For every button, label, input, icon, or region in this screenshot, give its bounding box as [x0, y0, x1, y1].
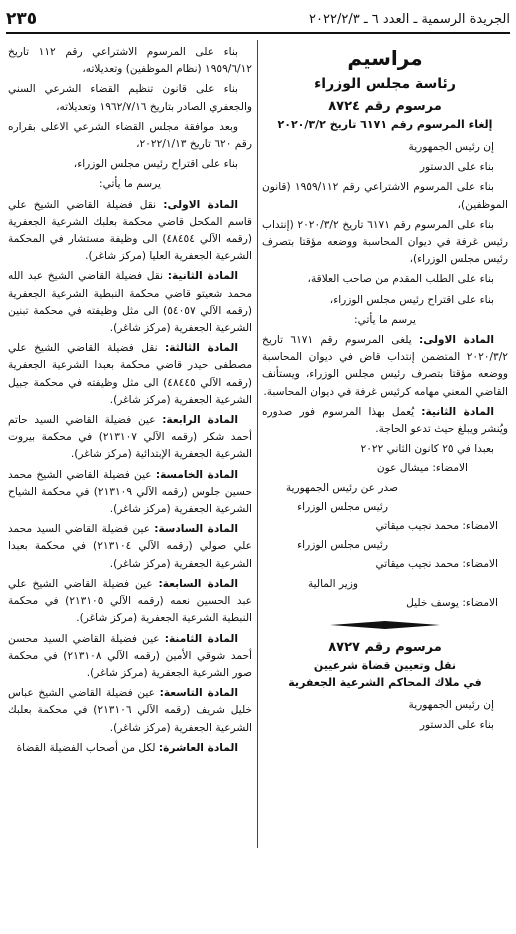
- decree-number: مرسوم رقم ٨٧٢٤: [328, 99, 442, 114]
- left-column: [8, 44, 252, 760]
- finance-role: وزير المالية: [307, 577, 358, 590]
- article-text: نقل فضيلة القاضي الشيخ علي مصطفى حيدر قاضي محكمة بعبدا الشرعية الجعفرية (رقمه الآلي ٤٨٤٤٥) الى مثل وظيفته في محكمة جبيل الشرعية الجعفرية (مركز شاغر).: [8, 342, 252, 406]
- article: [8, 521, 252, 573]
- section-title: مراسيم: [347, 46, 423, 70]
- preamble-line: بناء على المرسوم الاشتراعي رقم ١١٢ تاريخ ١٩٥٩/٦/١٢ (نظام الموظفين) وتعديلاته،: [8, 46, 252, 76]
- pm-signature: الامضاء: محمد نجيب ميقاتي: [375, 520, 498, 533]
- pm-role: رئيس مجلس الوزراء: [297, 500, 388, 513]
- pm-signature: الامضاء: محمد نجيب ميقاتي: [375, 558, 498, 571]
- article: [8, 467, 252, 519]
- decree-subject: إلغاء المرسوم رقم ٦١٧١ تاريخ ٢٠٢٠/٣/٢: [277, 118, 493, 131]
- article-title: المادة التاسعة:: [159, 687, 238, 700]
- preamble-line: بناء على الدستور: [419, 161, 494, 174]
- issue-info: الجريدة الرسمية ـ العدد ٦ ـ ٢٠٢٢/٢/٣: [309, 11, 510, 27]
- article: [8, 197, 252, 266]
- article-text: لكل من أصحاب الفضيلة القضاة: [16, 741, 156, 754]
- article-title: المادة الثامنة:: [164, 632, 238, 645]
- right-column: [262, 44, 508, 737]
- article: [262, 404, 508, 438]
- decree-formula: يرسم ما يأتي:: [354, 313, 416, 326]
- preamble-line: بناء على الدستور: [419, 719, 494, 732]
- article: [8, 631, 252, 683]
- article-title: المادة الاولى:: [418, 334, 495, 347]
- article-text: عين فضيلة القاضي السيد حاتم أحمد شكر (رقمه الآلي ٢١٣١٠٧) في محكمة بيروت الشرعية الجعفرية الإبتدائية (مركز شاغر).: [8, 414, 252, 461]
- article-text: عين فضيلة القاضي الشيخ محمد حسين جلوس (رقمه الآلي ٢١٣١٠٩) في محكمة الشياح الشرعية الجعفرية (مركز شاغر).: [8, 468, 252, 516]
- page-number: ٢٣٥: [6, 9, 38, 29]
- article-title: المادة الثانية:: [421, 405, 494, 418]
- article-text: عين فضيلة القاضي السيد محمد علي صولي (رقمه الآلي ٢١٣١٠٤) في محكمة بعبدا الشرعية الجعفرية (مركز شاغر).: [8, 523, 252, 570]
- pm-role: رئيس مجلس الوزراء: [297, 539, 388, 552]
- article-title: المادة الاولى:: [163, 198, 239, 211]
- article-text: عين فضيلة القاضي السيد محسن أحمد شوقي الأمين (رقمه الآلي ٢١٣١٠٨) في محكمة صور الشرعية الجعفرية (مركز شاغر).: [8, 632, 252, 679]
- article: [8, 685, 252, 737]
- article-text: عين فضيلة القاضي الشيخ علي عبد الحسين نعمه (رقمه الآلي ٢١٣١٠٥) في محكمة النبطية الشرعية الجعفرية (مركز شاغر).: [8, 577, 252, 625]
- decree-formula: يرسم ما يأتي:: [99, 178, 161, 191]
- preamble-line: بناء على المرسوم رقم ٦١٧١ تاريخ ٢٠٢٠/٣/٢ (إنتداب رئيس غرفة في ديوان المحاسبة ووضعه مؤقتا بتصرف رئيس مجلس الوزراء)،: [262, 218, 508, 266]
- article: [8, 412, 252, 464]
- article-text: نقل فضيلة القاضي الشيخ علي قاسم المكحل قاضي محكمة بعلبك الشرعية الجعفرية (رقمه الآلي ٤٨٤٥٤) الى وظيفة مستشار في المحكمة الشرعية الجعفرية العليا (مركز شاغر).: [8, 198, 252, 263]
- article-title: المادة السادسة:: [154, 523, 238, 536]
- article-title: المادة الرابعة:: [162, 414, 238, 427]
- article-title: المادة السابعة:: [158, 577, 239, 590]
- issued-by: صدر عن رئيس الجمهورية: [285, 481, 398, 494]
- preamble-line: بناء على قانون تنظيم القضاء الشرعي السني والجعفري الصادر بتاريخ ١٩٦٢/٧/١٦ وتعديلاته،: [8, 83, 252, 113]
- article: [8, 268, 252, 337]
- article: [262, 332, 508, 401]
- article-text: نقل فضيلة القاضي الشيخ عبد الله محمد شعيتو قاضي محكمة النبطية الشرعية الجعفرية (رقمه الآلي ٥٤٠٥٧) الى مثل وظيفته في محكمة تبنين الشرعية الجعفرية (مركز شاغر).: [8, 270, 252, 335]
- signing-date: بعبدا في ٢٥ كانون الثاني ٢٠٢٢: [360, 443, 494, 456]
- authority-title: رئاسة مجلس الوزراء: [314, 76, 456, 92]
- article-title: المادة العاشرة:: [158, 741, 238, 754]
- article: [8, 740, 252, 757]
- preamble-line: وبعد موافقة مجلس القضاء الشرعي الاعلى بقراره رقم ٦٢٠ تاريخ ٢٠٢٢/١/١٣،: [8, 120, 252, 151]
- decree-subject: نقل وتعيين قضاة شرعيين: [313, 659, 457, 673]
- article-title: المادة الثانية:: [167, 270, 238, 283]
- preamble-line: بناء على الطلب المقدم من صاحب العلاقة،: [307, 273, 494, 286]
- decree-subject: في ملاك المحاكم الشرعية الجعفرية: [288, 676, 482, 690]
- preamble-line: بناء على اقتراح رئيس مجلس الوزراء،: [329, 293, 494, 306]
- ornament-icon: [330, 620, 440, 630]
- preamble-line: بناء على المرسوم الاشتراعي رقم ١٩٥٩/١١٢ (قانون الموظفين)،: [262, 181, 508, 211]
- preamble-line: بناء على اقتراح رئيس مجلس الوزراء،: [73, 158, 238, 171]
- preamble-line: إن رئيس الجمهورية: [408, 141, 494, 153]
- president-signature: الامضاء: ميشال عون: [376, 462, 468, 475]
- article: [8, 576, 252, 628]
- article-text: يُعمل بهذا المرسوم فور صدوره ويُنشر ويبلغ حيث تدعو الحاجة.: [262, 405, 508, 436]
- column-divider: [257, 40, 258, 848]
- article-text: يلغى المرسوم رقم ٦١٧١ تاريخ ٢٠٢٠/٣/٢ المتضمن إنتداب قاض في ديوان المحاسبة ووضعه مؤقتا بتصرف رئيس مجلس الوزراء، ويستأنف القاضي المعني مهامه كرئيس غرفة في ديوان المحاسبة.: [262, 334, 508, 398]
- article: [8, 340, 252, 409]
- article-text: عين فضيلة القاضي الشيخ عباس خليل شريف (رقمه الآلي ٢١٣١٠٦) في محكمة بعلبك الشرعية الجعفرية (مركز شاغر).: [8, 687, 252, 734]
- article-title: المادة الثالثة:: [165, 342, 238, 355]
- separator-ornament: [262, 620, 508, 630]
- article-title: المادة الخامسة:: [155, 468, 239, 481]
- decree-number: مرسوم رقم ٨٧٢٧: [328, 640, 442, 656]
- preamble-line: إن رئيس الجمهورية: [408, 699, 494, 712]
- finance-signature: الامضاء: يوسف خليل: [406, 596, 498, 609]
- page-header: [6, 6, 510, 34]
